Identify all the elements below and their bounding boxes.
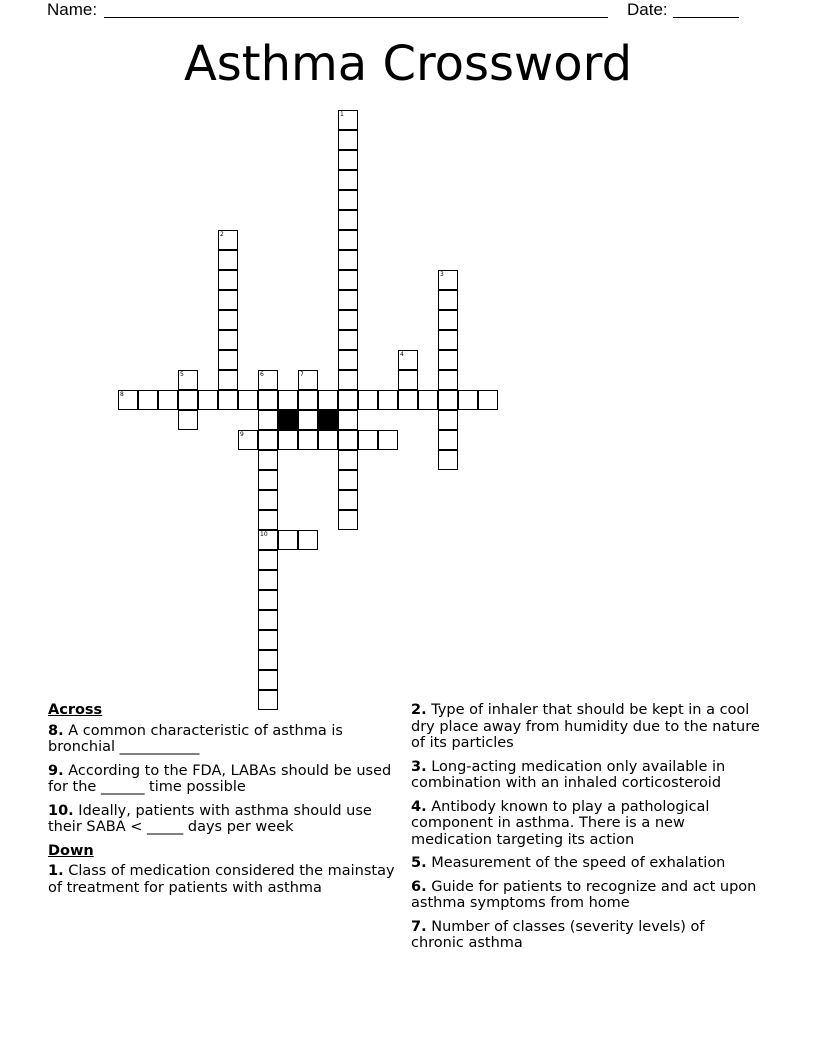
grid-cell[interactable]: [398, 370, 418, 390]
page-title: Asthma Crossword: [183, 36, 633, 92]
clue-item: [411, 799, 761, 849]
grid-cell[interactable]: [438, 330, 458, 350]
grid-cell[interactable]: [438, 410, 458, 430]
clue-text: Guide for patients to recognize and act upon asthma symptoms from home: [411, 878, 757, 911]
clue-number-label: 9: [240, 431, 244, 438]
clue-number: 2.: [411, 702, 427, 718]
name-field[interactable]: [104, 17, 608, 18]
grid-cell[interactable]: [438, 290, 458, 310]
date-header: [627, 0, 668, 20]
grid-cell[interactable]: [338, 490, 358, 510]
grid-cell[interactable]: [178, 390, 198, 410]
clue-number-label: 4: [400, 351, 404, 358]
grid-cell[interactable]: [258, 510, 278, 530]
grid-cell[interactable]: [278, 530, 298, 550]
clue-number: 5.: [411, 855, 427, 871]
grid-cell[interactable]: [438, 310, 458, 330]
grid-cell[interactable]: [178, 410, 198, 430]
grid-cell[interactable]: [258, 570, 278, 590]
grid-cell[interactable]: [338, 250, 358, 270]
grid-black-cell: [318, 410, 338, 430]
grid-cell[interactable]: [338, 410, 358, 430]
clue-item: [411, 879, 761, 912]
grid-cell[interactable]: [338, 230, 358, 250]
grid-cell[interactable]: [338, 350, 358, 370]
clue-number-label: 7: [300, 371, 304, 378]
grid-cell[interactable]: [338, 470, 358, 490]
grid-cell[interactable]: [258, 450, 278, 470]
grid-cell[interactable]: [338, 450, 358, 470]
clue-item: [48, 723, 400, 756]
clue-text: Number of classes (severity levels) of chronic asthma: [411, 918, 705, 951]
grid-cell[interactable]: [198, 390, 218, 410]
clue-item: [411, 702, 761, 752]
grid-cell[interactable]: [258, 470, 278, 490]
grid-cell[interactable]: [278, 390, 298, 410]
clue-number: 1.: [48, 863, 64, 879]
grid-cell[interactable]: [218, 330, 238, 350]
clues-left-column: [48, 702, 400, 903]
clue-item: [411, 759, 761, 792]
clue-number: 4.: [411, 798, 427, 815]
grid-cell[interactable]: [258, 650, 278, 670]
grid-black-cell: [278, 410, 298, 430]
clue-number-label: 8: [120, 391, 124, 398]
grid-cell[interactable]: [238, 390, 258, 410]
grid-cell[interactable]: [298, 390, 318, 410]
date-label: Date:: [627, 0, 668, 19]
clue-text: Class of medication considered the mainstay of treatment for patients with asthma: [48, 863, 395, 896]
down-clue-list-continued: [411, 702, 761, 952]
grid-cell[interactable]: [438, 450, 458, 470]
grid-cell[interactable]: [338, 510, 358, 530]
grid-cell[interactable]: [298, 430, 318, 450]
grid-cell[interactable]: [378, 390, 398, 410]
grid-cell[interactable]: [398, 390, 418, 410]
grid-cell[interactable]: [258, 550, 278, 570]
clues-right-column: [411, 702, 761, 959]
clue-number: 8.: [48, 722, 64, 739]
grid-cell[interactable]: [338, 370, 358, 390]
grid-cell[interactable]: [318, 430, 338, 450]
grid-cell[interactable]: [458, 390, 478, 410]
grid-cell[interactable]: [338, 130, 358, 150]
grid-cell[interactable]: [338, 290, 358, 310]
grid-cell[interactable]: [258, 410, 278, 430]
grid-cell[interactable]: [258, 390, 278, 410]
grid-cell[interactable]: [218, 270, 238, 290]
grid-cell[interactable]: [338, 190, 358, 210]
grid-cell[interactable]: [138, 390, 158, 410]
clue-item: [48, 803, 400, 836]
grid-cell[interactable]: [218, 250, 238, 270]
clue-number: 10.: [48, 802, 74, 819]
clue-number-label: 5: [180, 371, 184, 378]
clue-number: 9.: [48, 762, 64, 779]
grid-cell[interactable]: [338, 310, 358, 330]
grid-cell[interactable]: [418, 390, 438, 410]
grid-cell[interactable]: [338, 150, 358, 170]
clue-number: 3.: [411, 758, 427, 775]
grid-cell[interactable]: [438, 430, 458, 450]
grid-cell[interactable]: [218, 370, 238, 390]
clue-text: Antibody known to play a pathological component in asthma. There is a new medication targeting its action: [411, 798, 710, 848]
grid-cell[interactable]: [338, 270, 358, 290]
grid-cell[interactable]: [218, 390, 238, 410]
grid-cell[interactable]: [478, 390, 498, 410]
grid-cell[interactable]: [258, 430, 278, 450]
clue-text: According to the FDA, LABAs should be used for the ______ time possible: [48, 762, 392, 795]
grid-cell[interactable]: [358, 430, 378, 450]
grid-cell[interactable]: [338, 390, 358, 410]
clue-number-label: 1: [340, 111, 344, 118]
grid-cell[interactable]: [358, 390, 378, 410]
clue-item: [411, 855, 761, 872]
grid-cell[interactable]: [438, 350, 458, 370]
header: [47, 0, 97, 20]
grid-cell[interactable]: [218, 350, 238, 370]
clue-text: Ideally, patients with asthma should use their SABA < _____ days per week: [48, 802, 372, 835]
grid-cell[interactable]: [298, 410, 318, 430]
grid-cell[interactable]: [258, 630, 278, 650]
date-field[interactable]: [673, 17, 739, 18]
clue-number-label: 3: [440, 271, 444, 278]
grid-cell[interactable]: [218, 310, 238, 330]
grid-cell[interactable]: [318, 390, 338, 410]
clue-item: [48, 863, 400, 896]
grid-cell[interactable]: [378, 430, 398, 450]
down-clue-list: [48, 863, 400, 896]
grid-cell[interactable]: [298, 530, 318, 550]
clue-text: Measurement of the speed of exhalation: [426, 855, 726, 871]
grid-cell[interactable]: [218, 290, 238, 310]
clue-item: [411, 919, 761, 952]
clue-number-label: 10: [260, 531, 268, 538]
grid-cell[interactable]: [338, 210, 358, 230]
grid-cell[interactable]: [158, 390, 178, 410]
clue-text: Type of inhaler that should be kept in a cool dry place away from humidity due to the nature of its particles: [411, 702, 760, 751]
name-label: Name:: [47, 0, 98, 19]
grid-cell[interactable]: [258, 610, 278, 630]
grid-cell[interactable]: [338, 170, 358, 190]
grid-cell[interactable]: [258, 490, 278, 510]
grid-cell[interactable]: [338, 430, 358, 450]
grid-cell[interactable]: [438, 370, 458, 390]
grid-cell[interactable]: [258, 590, 278, 610]
clue-item: [48, 763, 400, 796]
clue-number: 6.: [411, 878, 427, 895]
clue-number-label: 6: [260, 371, 264, 378]
grid-cell[interactable]: [338, 330, 358, 350]
clue-text: Long-acting medication only available in combination with an inhaled corticosteroid: [411, 758, 726, 791]
across-clue-list: [48, 723, 400, 836]
clue-number: 7.: [411, 918, 427, 935]
down-heading: Down: [48, 842, 94, 859]
grid-cell[interactable]: [278, 430, 298, 450]
grid-cell[interactable]: [258, 670, 278, 690]
clue-text: A common characteristic of asthma is bronchial ___________: [48, 722, 343, 755]
across-heading: Across: [48, 702, 103, 718]
clue-number-label: 2: [220, 231, 224, 238]
grid-cell[interactable]: [438, 390, 458, 410]
